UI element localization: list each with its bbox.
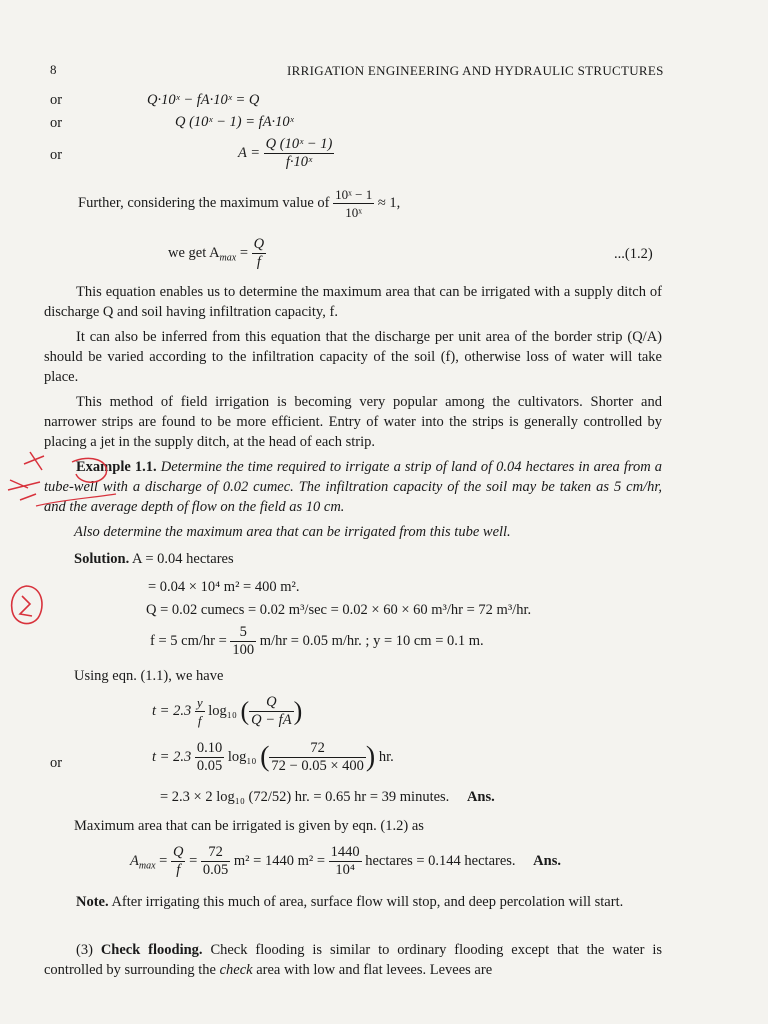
annotation-stroke xyxy=(20,596,32,616)
or-label: or xyxy=(50,92,63,108)
equation-number: ...(1.2) xyxy=(614,246,653,262)
solution-line: = 0.04 × 10⁴ m² = 400 m². xyxy=(148,579,300,595)
example-problem-continued: Also determine the maximum area that can be irrigated from this tube well. xyxy=(74,524,511,540)
equation-line: t = 2.3 $\frac{y}{f}$ log₁₀ ( $\frac{Q}{Q - fA}$ ) xyxy=(152,694,303,728)
equation-line: Q (10ˣ − 1) = fA·10ˣ xyxy=(175,114,294,130)
running-title: IRRIGATION ENGINEERING AND HYDRAULIC STRUCTURES xyxy=(287,63,664,78)
equation-line: A = $\frac{\text{Q (10ˣ − 1)}}{\text{f·10ˣ}}$ xyxy=(238,136,333,170)
text-line: Further, considering the maximum value of $\frac{\text{10ˣ − 1}}{\text{10ˣ}}$ ≈ 1, xyxy=(78,187,401,220)
or-label: or xyxy=(50,115,63,131)
solution-line: Solution. A = 0.04 hectares xyxy=(74,551,234,567)
solution-line: Q = 0.02 cumecs = 0.02 m³/sec = 0.02 × 60 × 60 m³/hr = 72 m³/hr. xyxy=(146,602,532,618)
page-number: 8 xyxy=(50,62,57,77)
handwritten-annotation xyxy=(4,580,48,630)
text-line: Using eqn. (1.1), we have xyxy=(74,668,224,684)
solution-line: f = 5 cm/hr = $\frac{5}{100}$ m/hr = 0.05 m/hr. ; y = 10 cm = 0.1 m. xyxy=(150,624,484,658)
equation-line: Q·10ˣ − fA·10ˣ = Q xyxy=(147,92,260,108)
solution-line: = 2.3 × 2 log₁₀ (72/52) hr. = 0.65 hr = 39 minutes. Ans. xyxy=(160,789,495,805)
or-label: or xyxy=(50,755,63,771)
annotation-circle xyxy=(12,586,42,624)
handwritten-annotation xyxy=(0,440,120,520)
or-label: or xyxy=(50,147,63,163)
check-flooding-paragraph: (3) Check flooding. Check flooding is similar to ordinary flooding except that the water is controlled by surrounding the check area with low and flat levees. Levees are xyxy=(44,942,662,978)
equation-line: we get $A_{max}$ = $\frac{Q}{f}$ xyxy=(168,236,265,270)
example-problem: Example 1.1. Determine the time required to irrigate a strip of land of 0.04 hectares in area from a tube-well with a discharge of 0.02 cumec. The infiltration capacity of the soil may be taken as 5 cm/hr, and the average depth of flow on the field as 10 cm. xyxy=(44,459,663,515)
text-line: Maximum area that can be irrigated is given by eqn. (1.2) as xyxy=(74,818,424,834)
note-paragraph: Note. After irrigating this much of area, surface flow will stop, and deep percolation will start. xyxy=(76,894,624,910)
annotation-stroke xyxy=(8,452,44,500)
annotation-circle xyxy=(72,458,107,482)
equation-line: $A_{max}$ = $\frac{Q}{f}$ = $\frac{72}{0.05}$ m² = 1440 m² = $\frac{1440}{\text{10⁴}}$ hectares = 0.144 hectares. Ans. xyxy=(130,844,561,878)
paragraph: It can also be inferred from this equation that the discharge per unit area of the border strip (Q/A) should be varied according to the infiltration capacity of the soil (f), otherwise loss of water will take place. xyxy=(44,329,662,385)
equation-line: t = 2.3 $\frac{0.10}{0.05}$ log₁₀ ( $\frac{72}{72 - 0.05 \times 400}$ ) hr. xyxy=(152,740,394,774)
annotation-underline xyxy=(36,494,116,506)
paragraph: This equation enables us to determine the maximum area that can be irrigated with a supply ditch of discharge Q and soil having infiltration capacity, f. xyxy=(44,284,662,320)
paragraph: This method of field irrigation is becoming very popular among the cultivators. Shorter and narrower strips are found to be more efficient. Entry of water into the strips is generally controlled by placing a jet in the supply ditch, at the head of each strip. xyxy=(44,394,662,450)
